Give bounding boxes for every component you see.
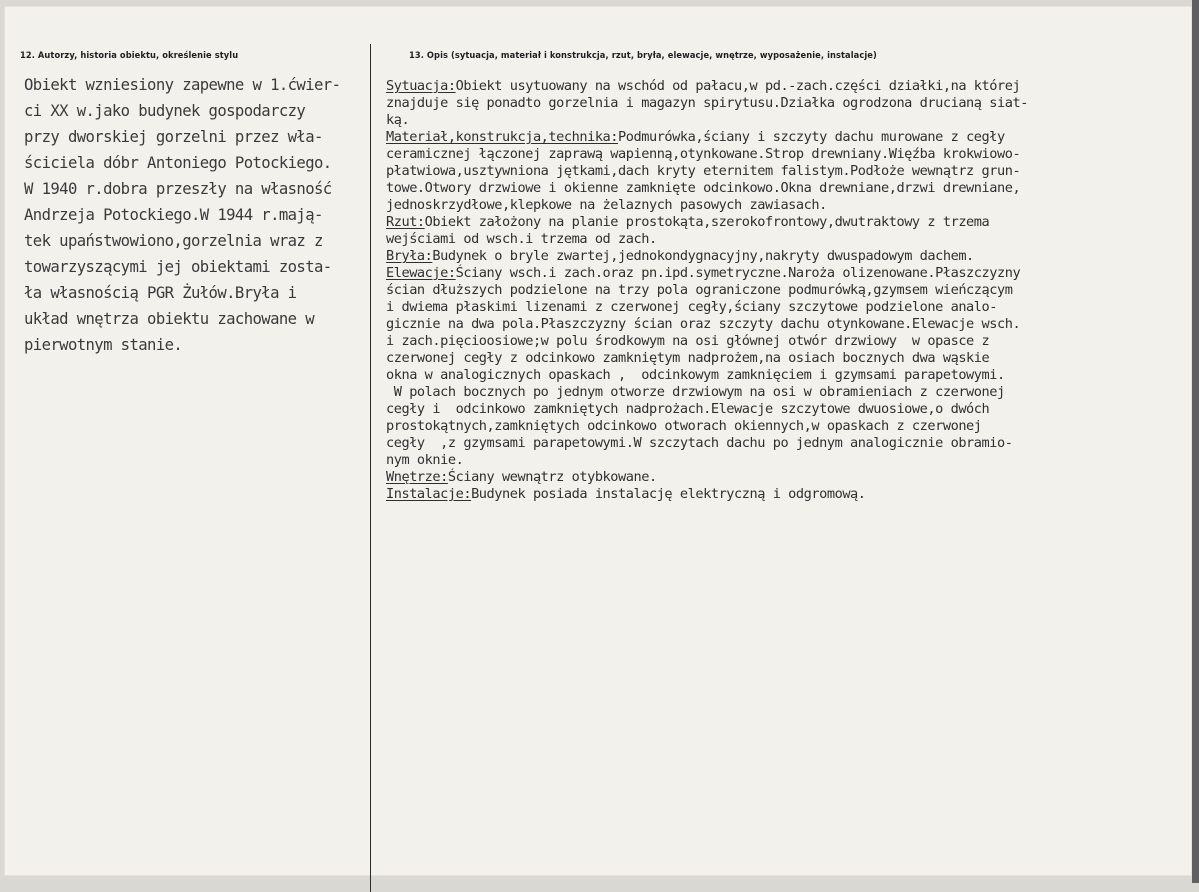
description-line [386,146,1186,163]
description-line-text: i dwiema płaskimi lizenami z czerwonej cegły,ściany szczytowe podzielone analo- [386,299,997,315]
description-line [386,418,1186,435]
description-line [386,163,1186,180]
description-line-text: gicznie na dwa pola.Płaszczyzny ścian oraz szczyty dachu otynkowane.Elewacje wsch. [386,316,1021,332]
description-line-text: Obiekt założony na planie prostokąta,szerokofrontowy,dwutraktowy z trzema [424,214,990,230]
description-line-text: ką. [386,112,410,128]
description-line [386,180,1186,197]
description-line-text: cegły ,z gzymsami parapetowymi.W szczytach dachu po jednym analogicznie obramio- [386,435,1013,451]
description-line [386,78,1186,95]
section-label: Sytuacja: [386,78,456,94]
description-line [386,452,1186,469]
description-line-text: Podmurówka,ściany i szczyty dachu murowane z cegły [618,129,1005,145]
description-line-text: Ściany wewnątrz otybkowane. [447,469,657,485]
description-line [386,486,1186,503]
description-line [386,95,1186,112]
description-line [386,265,1186,282]
description-line [386,350,1186,367]
description-line-text: płatwiowa,usztywniona jętkami,dach kryty eternitem falistym.Podłoże wewnątrz grun- [386,163,1021,179]
description-line [386,197,1186,214]
section-12-header: 12. Autorzy, historia obiektu, określenie stylu [20,51,239,61]
description-line [386,231,1186,248]
section-label: Materiał,konstrukcja,technika: [386,129,619,145]
history-line: ściciela dóbr Antoniego Potockiego. [24,154,332,172]
history-line: pierwotnym stanie. [24,336,183,354]
history-line: ci XX w.jako budynek gospodarczy [24,102,306,120]
description-line-text: wejściami od wsch.i trzema od zach. [386,231,657,247]
history-line: towarzyszącymi jej obiektami zosta- [24,258,332,276]
history-text [24,72,369,358]
history-line: W 1940 r.dobra przeszły na własność [24,180,332,198]
history-line: układ wnętrza obiektu zachowane w [24,310,315,328]
description-line-text: i zach.pięcioosiowe;w polu środkowym na osi głównej otwór drzwiowy w opasce z [386,333,990,349]
description-line-text: nym oknie. [386,452,464,468]
description-text [386,78,1186,503]
history-line: przy dworskiej gorzelni przez wła- [24,128,323,146]
description-line-text: cegły i odcinkowo zamkniętych nadprożach.Elewacje szczytowe dwuosiowe,o dwóch [386,401,990,417]
section-label: Bryła: [386,248,433,264]
history-line: ła własnością PGR Żułów.Bryła i [24,284,297,302]
description-line-text: Obiekt usytuowany na wschód od pałacu,w pd.-zach.części działki,na której [455,78,1021,94]
description-line [386,112,1186,129]
section-label: Rzut: [386,214,425,230]
description-line-text: W polach bocznych po jednym otworze drzwiowym na osi w obramieniach z czerwonej [386,384,1005,400]
scan-edge [1192,0,1199,883]
history-line: Obiekt wzniesiony zapewne w 1.ćwier- [24,76,341,94]
description-line-text: znajduje się ponadto gorzelnia i magazyn spirytusu.Działka ogrodzona drucianą siat- [386,95,1028,111]
section-label: Wnętrze: [386,469,448,485]
description-line-text: ścian dłuższych podzielone na trzy pola ograniczone podmurówką,gzymsem wieńczącym [386,282,1013,298]
section-label: Elewacje: [386,265,456,281]
description-line-text: prostokątnych,zamkniętych odcinkowo otworach okiennych,w opaskach z czerwonej [386,418,982,434]
description-line-text: okna w analogicznych opaskach , odcinkowym zamknięciem i gzymsami parapetowymi. [386,367,1005,383]
description-line-text: jednoskrzydłowe,klepkowe na żelaznych pasowych zawiasach. [386,197,827,213]
column-divider [370,44,371,892]
description-line [386,333,1186,350]
section-label: Instalacje: [386,486,472,502]
description-line [386,214,1186,231]
description-line [386,384,1186,401]
description-line [386,282,1186,299]
description-line-text: Budynek o bryle zwartej,jednokondygnacyjny,nakryty dwuspadowym dachem. [432,248,974,264]
description-line [386,316,1186,333]
section-13-header: 13. Opis (sytuacja, materiał i konstrukcja, rzut, bryła, elewacje, wnętrze, wyposażenie, instalacje) [409,51,877,61]
history-line: tek upaństwowiono,gorzelnia wraz z [24,232,323,250]
description-line-text: Budynek posiada instalację elektryczną i odgromową. [471,486,866,502]
description-line [386,299,1186,316]
description-line-text: Ściany wsch.i zach.oraz pn.ipd.symetryczne.Naroża olizenowane.Płaszczyzny [455,265,1021,281]
description-line-text: czerwonej cegły z odcinkowo zamkniętym nadprożem,na osiach bocznych dwa wąskie [386,350,990,366]
description-line [386,367,1186,384]
description-line-text: ceramicznej łączonej zaprawą wapienną,otynkowane.Strop drewniany.Więźba krokwiowo- [386,146,1021,162]
description-line [386,129,1186,146]
description-line [386,248,1186,265]
description-line [386,469,1186,486]
history-line: Andrzeja Potockiego.W 1944 r.mają- [24,206,323,224]
description-line [386,435,1186,452]
description-line [386,401,1186,418]
description-line-text: towe.Otwory drzwiowe i okienne zamknięte odcinkowo.Okna drewniane,drzwi drewniane, [386,180,1021,196]
